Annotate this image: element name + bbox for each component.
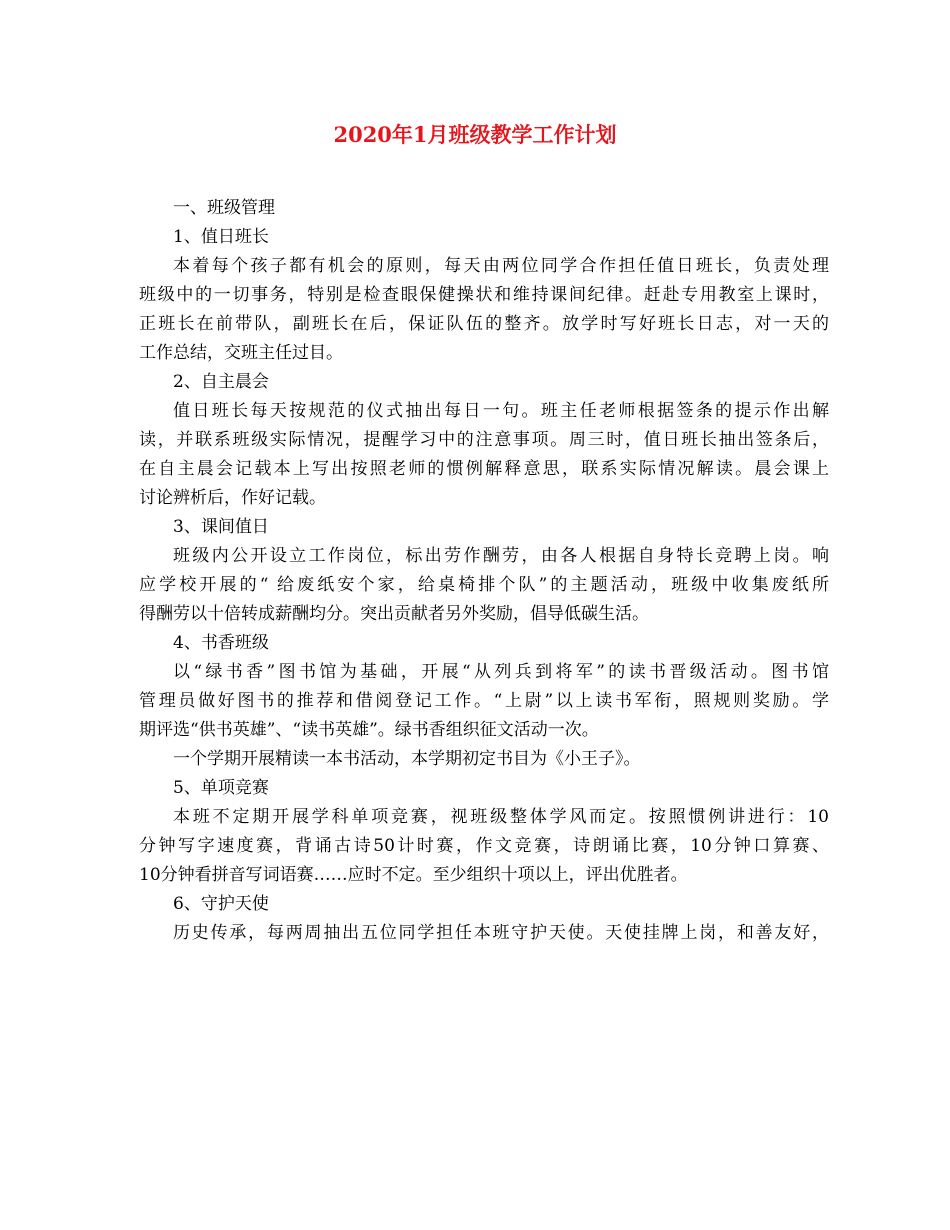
paragraph-line: 历史传承，每两周抽出五位同学担任本班守护天使。天使挂牌上岗，和善友好， xyxy=(173,923,829,943)
paragraph-line: 以“绿书香”图书馆为基础，开展“从列兵到将军”的读书晋级活动。图书馆 xyxy=(173,662,829,682)
paragraph-line: 期评选“供书英雄”、“读书英雄”。绿书香组织征文活动一次。 xyxy=(139,720,599,740)
document-title: 2020年1月班级教学工作计划 xyxy=(333,122,617,147)
item-heading-guardian-angel: 6、守护天使 xyxy=(173,894,269,914)
paragraph-line: 本班不定期开展学科单项竞赛，视班级整体学风而定。按照惯例讲进行：10 xyxy=(173,807,829,827)
document-body xyxy=(139,194,829,948)
paragraph-line: 管理员做好图书的推荐和借阅登记工作。“上尉”以上读书军衔，照规则奖励。学 xyxy=(139,691,829,711)
section-heading: 一、班级管理 xyxy=(173,198,275,218)
paragraph-line: 值日班长每天按规范的仪式抽出每日一句。班主任老师根据签条的提示作出解 xyxy=(173,401,829,421)
paragraph-line: 读，并联系班级实际情况，提醒学习中的注意事项。周三时，值日班长抽出签条后， xyxy=(139,430,829,450)
paragraph-guardian-angel xyxy=(139,919,829,948)
paragraph-line: 班级中的一切事务，特别是检查眼保健操状和维持课间纪律。赶赴专用教室上课时， xyxy=(139,285,829,305)
paragraph-line: 班级内公开设立工作岗位，标出劳作酬劳，由各人根据自身特长竞聘上岗。响 xyxy=(173,546,829,566)
paragraph-line: 本着每个孩子都有机会的原则，每天由两位同学合作担任值日班长，负责处理 xyxy=(173,256,829,276)
paragraph-line: 正班长在前带队，副班长在后，保证队伍的整齐。放学时写好班长日志，对一天的 xyxy=(139,314,829,334)
paragraph-line: 在自主晨会记载本上写出按照老师的惯例解释意思，联系实际情况解读。晨会课上 xyxy=(139,459,829,479)
paragraph-break-duty xyxy=(139,542,829,629)
item-heading-competition: 5、单项竞赛 xyxy=(173,778,269,798)
paragraph-line: 分钟写字速度赛，背诵古诗50计时赛，作文竞赛，诗朗诵比赛，10分钟口算赛、 xyxy=(139,836,829,856)
paragraph-line: 一个学期开展精读一本书活动，本学期初定书目为《小王子》。 xyxy=(173,749,641,769)
paragraph-morning-meeting xyxy=(139,397,829,513)
paragraph-duty-monitor xyxy=(139,252,829,368)
item-heading-break-duty: 3、课间值日 xyxy=(173,517,269,537)
paragraph-line: 应学校开展的“ 给废纸安个家，给桌椅排个队”的主题活动，班级中收集废纸所 xyxy=(139,575,829,595)
item-heading-morning-meeting: 2、自主晨会 xyxy=(173,372,269,392)
paragraph-line: 得酬劳以十倍转成薪酬均分。突出贡献者另外奖励，倡导低碳生活。 xyxy=(139,604,649,624)
paragraph-competition xyxy=(139,803,829,890)
paragraph-reading-class xyxy=(139,658,829,745)
paragraph-line: 工作总结，交班主任过目。 xyxy=(139,343,343,363)
item-heading-duty-monitor: 1、值日班长 xyxy=(173,227,269,247)
paragraph-line: 讨论辨析后，作好记载。 xyxy=(139,488,326,508)
item-heading-reading-class: 4、书香班级 xyxy=(173,633,269,653)
paragraph-line: 10分钟看拼音写词语赛……应时不定。至少组织十项以上，评出优胜者。 xyxy=(139,865,688,885)
